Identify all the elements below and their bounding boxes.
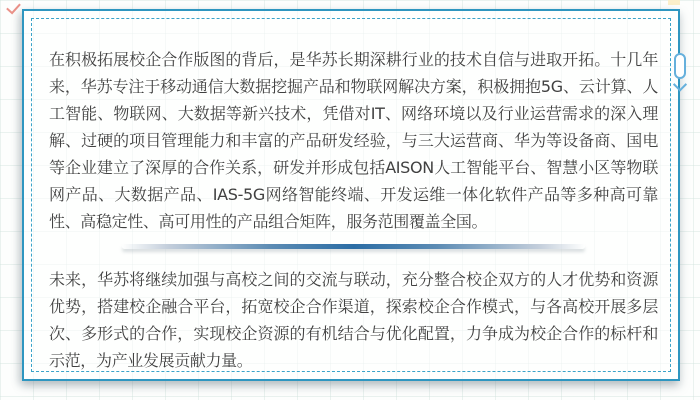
- scroll-capsule-shape: [674, 53, 686, 79]
- red-check-mark-icon: [6, 0, 21, 15]
- article-paragraph-1: 在积极拓展校企合作版图的背后，是华苏长期深耕行业的技术自信与进取开拓。十几年来，华苏专注于移动通信大数据挖掘产品和物联网解决方案，积极拥抱5G、云计算、人工智能、物联网、大数据等新兴技术，凭借对IT、网络环境以及行业运营需求的深入理解、过硬的项目管理能力和丰富的产品研发经验，与三大运营商、华为等设备商、国电等企业建立了深厚的合作关系，研发并形成包括AISON人工智能平台、智慧小区等物联网产品、大数据产品、IAS-5G网络智能终端、开发运维一体化软件产品等多种高可靠性、高稳定性、高可用性的产品组合矩阵，服务范围覆盖全国。: [49, 50, 658, 231]
- chevron-down-icon: [673, 78, 687, 92]
- yellow-speck-decoration: [668, 0, 680, 5]
- dashed-inner-border: [31, 18, 671, 372]
- article-paragraph-2: 未来，华苏将继续加强与高校之间的交流与联动，充分整合校企双方的人才优势和资源优势，搭建校企融合平台，拓宽校企合作渠道，探索校企合作模式，与各高校开展多层次、多形式的合作，实现校企资源的有机结合与优化配置，力争成为校企合作的标杆和示范，为产业发展贡献力量。: [49, 270, 658, 370]
- article-card: [22, 9, 680, 381]
- scroll-down-icon: [672, 53, 688, 99]
- gradient-divider: [122, 244, 585, 249]
